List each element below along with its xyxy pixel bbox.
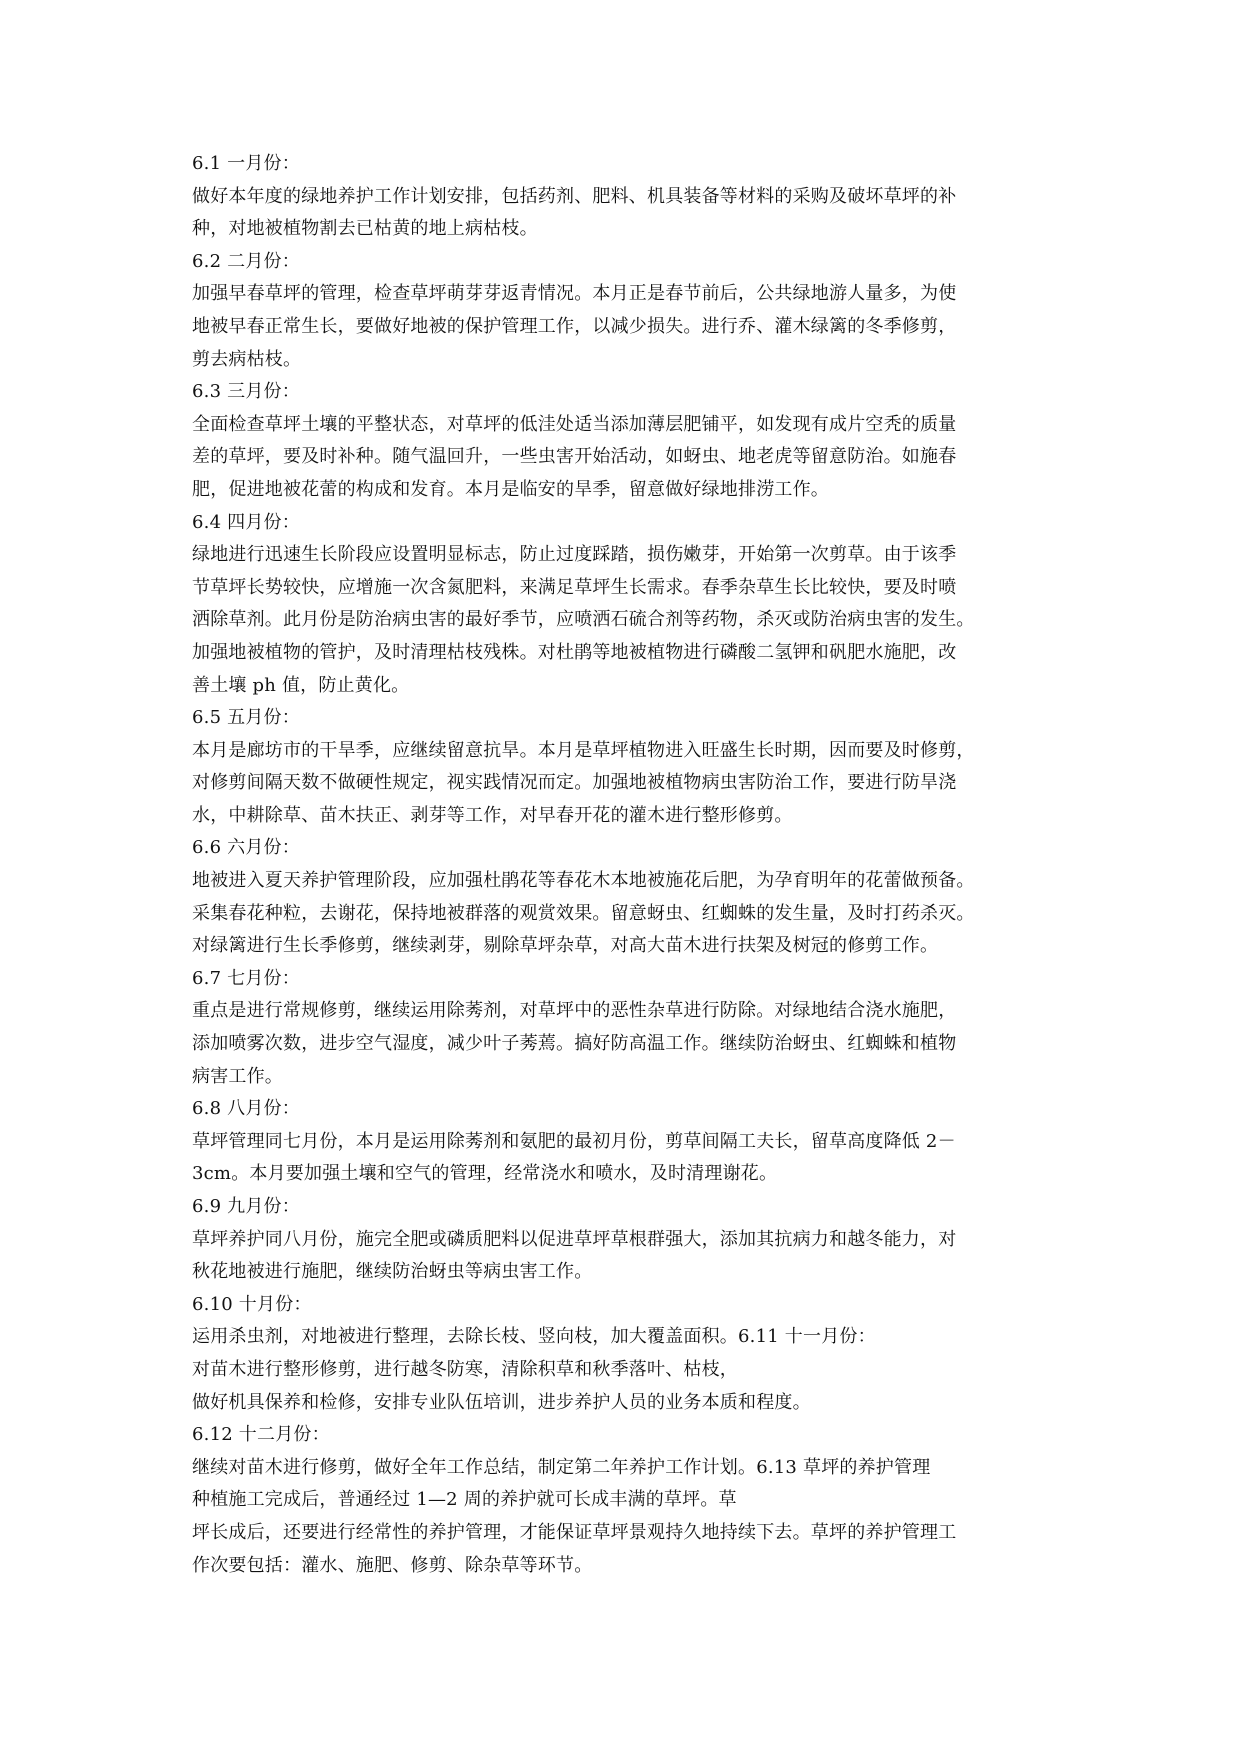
- text-line: 3cm。本月要加强土壤和空气的管理，经常浇水和喷水，及时清理谢花。: [192, 1163, 778, 1185]
- text-line: 地被进入夏天养护管理阶段，应加强杜鹃花等春花木本地被施花后肥，为孕育明年的花蕾做预备。: [192, 870, 975, 892]
- text-line: 坪长成后，还要进行经常性的养护管理，才能保证草坪景观持久地持续下去。草坪的养护管理工: [192, 1521, 957, 1543]
- text-line: 添加喷雾次数，进步空气湿度，减少叶子莠蔫。搞好防高温工作。继续防治蚜虫、红蜘蛛和植物: [192, 1033, 957, 1055]
- text-line: 采集春花种粒，去谢花，保持地被群落的观赏效果。留意蚜虫、红蜘蛛的发生量，及时打药杀灭。: [192, 902, 975, 924]
- text-line: 运用杀虫剂，对地被进行整理，去除长枝、竖向枝，加大覆盖面积。6.11 十一月份：: [192, 1326, 876, 1348]
- text-line: 差的草坪，要及时补种。随气温回升，一些虫害开始活动，如蚜虫、地老虎等留意防治。如施春: [192, 446, 957, 468]
- text-line: 草坪管理同七月份，本月是运用除莠剂和氨肥的最初月份，剪草间隔工夫长，留草高度降低 2－: [192, 1130, 956, 1152]
- text-line: 地被早春正常生长，要做好地被的保护管理工作，以减少损失。进行乔、灌木绿篱的冬季修剪，: [192, 315, 957, 337]
- text-line: 种植施工完成后，普通经过 1—2 周的养护就可长成丰满的草坪。草: [192, 1489, 737, 1511]
- text-line: 加强早春草坪的管理，检查草坪萌芽芽返青情况。本月正是春节前后，公共绿地游人量多，为使: [192, 283, 957, 305]
- text-line: 6.5 五月份：: [192, 707, 300, 729]
- document-body: [192, 148, 1072, 1582]
- text-line: 6.6 六月份：: [192, 837, 300, 859]
- text-line: 洒除草剂。此月份是防治病虫害的最好季节，应喷洒石硫合剂等药物，杀灭或防治病虫害的发生。: [192, 609, 975, 631]
- text-line: 全面检查草坪土壤的平整状态，对草坪的低洼处适当添加薄层肥铺平，如发现有成片空秃的质量: [192, 413, 957, 435]
- text-line: 6.8 八月份：: [192, 1098, 300, 1120]
- text-line: 病害工作。: [192, 1065, 283, 1087]
- text-line: 6.12 十二月份：: [192, 1424, 330, 1446]
- text-line: 继续对苗木进行修剪，做好全年工作总结，制定第二年养护工作计划。6.13 草坪的养护管理: [192, 1456, 931, 1478]
- text-line: 节草坪长势较快，应增施一次含氮肥料，来满足草坪生长需求。春季杂草生长比较快，要及时喷: [192, 576, 957, 598]
- text-line: 水，中耕除草、苗木扶正、剥芽等工作，对早春开花的灌木进行整形修剪。: [192, 804, 793, 826]
- text-line: 对修剪间隔天数不做硬性规定，视实践情况而定。加强地被植物病虫害防治工作，要进行防旱浇: [192, 772, 957, 794]
- text-line: 6.9 九月份：: [192, 1196, 300, 1217]
- text-line: 做好机具保养和检修，安排专业队伍培训，进步养护人员的业务本质和程度。: [192, 1391, 811, 1413]
- text-line: 对绿篱进行生长季修剪，继续剥芽，剔除草坪杂草，对高大苗木进行扶架及树冠的修剪工作。: [192, 935, 939, 957]
- text-line: 剪去病枯枝。: [192, 348, 302, 370]
- text-line: 善土壤 ph 值，防止黄化。: [192, 674, 410, 696]
- text-line: 6.7 七月份：: [192, 967, 300, 989]
- text-line: 加强地被植物的管护，及时清理枯枝残株。对杜鹃等地被植物进行磷酸二氢钾和矾肥水施肥，改: [192, 641, 957, 663]
- text-line: 做好本年度的绿地养护工作计划安排，包括药剂、肥料、机具装备等材料的采购及破坏草坪的补: [192, 185, 957, 207]
- text-line: 6.3 三月份：: [192, 381, 300, 403]
- text-line: 绿地进行迅速生长阶段应设置明显标志，防止过度踩踏，损伤嫩芽，开始第一次剪草。由于该季: [192, 544, 957, 566]
- text-line: 种，对地被植物割去已枯黄的地上病枯枝。: [192, 218, 538, 240]
- text-line: 6.1 一月份：: [192, 153, 300, 174]
- text-line: 本月是廊坊市的干旱季，应继续留意抗旱。本月是草坪植物进入旺盛生长时期，因而要及时修剪，: [192, 739, 975, 761]
- text-line: 秋花地被进行施肥，继续防治蚜虫等病虫害工作。: [192, 1261, 593, 1283]
- text-line: 肥，促进地被花蕾的构成和发育。本月是临安的旱季，留意做好绿地排涝工作。: [192, 478, 829, 500]
- text-line: 对苗木进行整形修剪，进行越冬防寒，清除积草和秋季落叶、枯枝，: [192, 1358, 738, 1380]
- text-line: 6.10 十月份：: [192, 1293, 312, 1315]
- text-line: 6.2 二月份：: [192, 250, 300, 272]
- text-line: 草坪养护同八月份，施完全肥或磷质肥料以促进草坪草根群强大，添加其抗病力和越冬能力，对: [192, 1228, 957, 1250]
- text-line: 重点是进行常规修剪，继续运用除莠剂，对草坪中的恶性杂草进行防除。对绿地结合浇水施肥，: [192, 1000, 957, 1022]
- text-line: 作次要包括：灌水、施肥、修剪、除杂草等环节。: [192, 1554, 593, 1576]
- text-line: 6.4 四月份：: [192, 511, 300, 533]
